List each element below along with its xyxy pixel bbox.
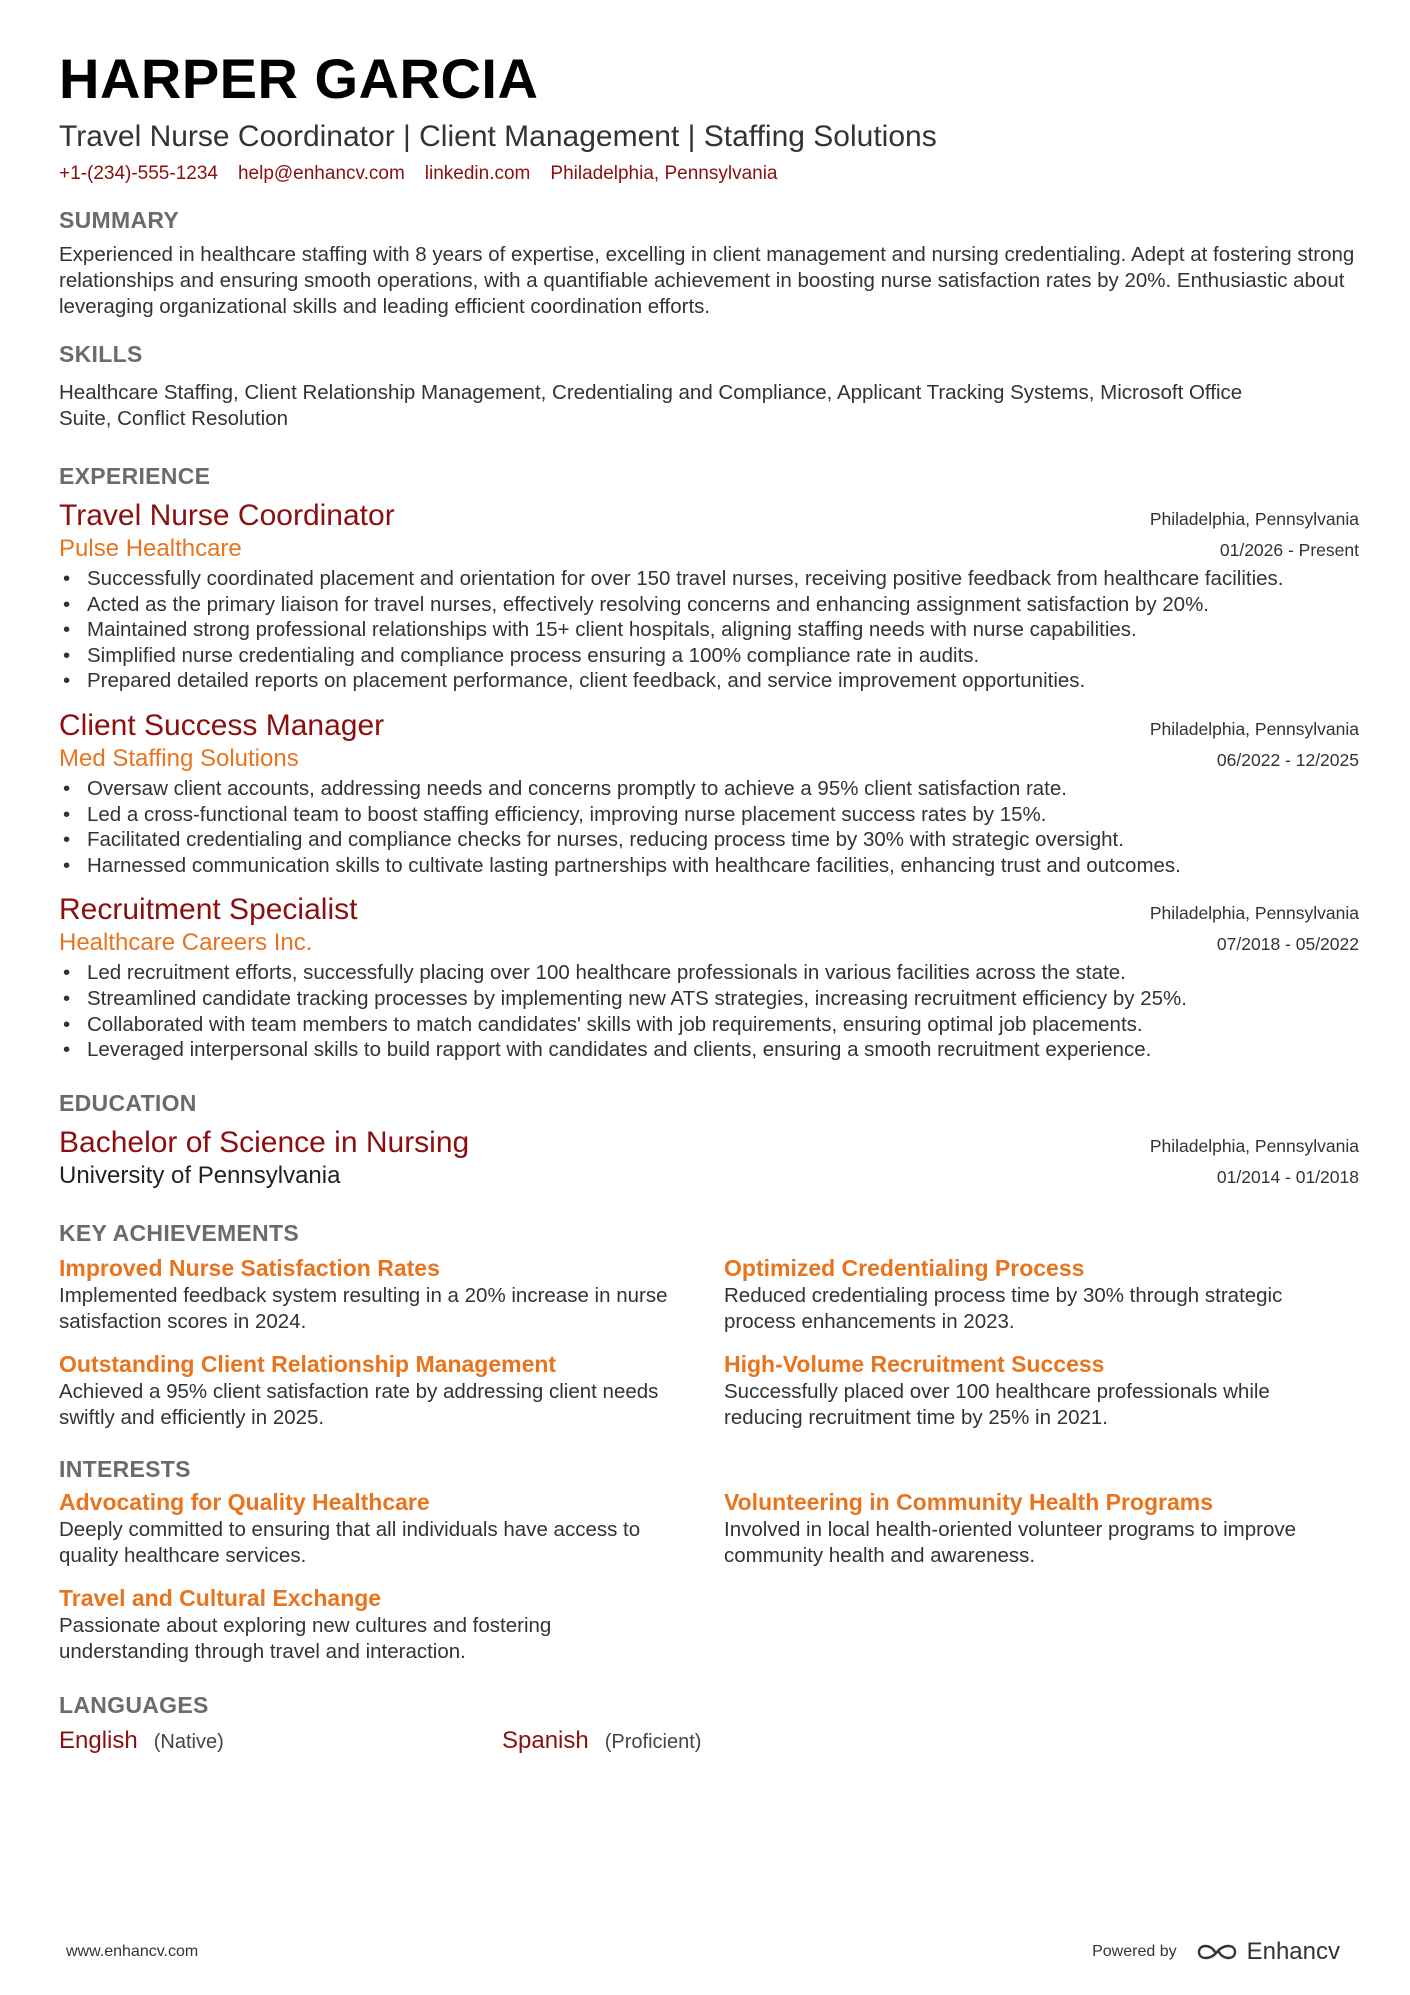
job-bullets: [59, 566, 1359, 694]
experience-entry: [59, 708, 1359, 878]
languages-section: [59, 1691, 1359, 1755]
achievement-desc: Reduced credentialing process time by 30% through strategic process enhancements in 2023.: [724, 1283, 1283, 1333]
brand-name: Enhancv: [1246, 1938, 1340, 1965]
contact-location: Philadelphia, Pennsylvania: [550, 163, 778, 184]
education-entry: [59, 1125, 1359, 1191]
job-location: Philadelphia, Pennsylvania: [1149, 509, 1359, 529]
language-level: (Proficient): [604, 1730, 702, 1753]
achievements-title: KEY ACHIEVEMENTS: [59, 1219, 299, 1246]
achievement-title: High-Volume Recruitment Success: [724, 1350, 1105, 1377]
interest-item: [724, 1487, 1359, 1569]
job-bullet: • Harnessed communication skills to cultivate lasting partnerships with healthcare facilities, enhancing trust and outcomes.: [59, 853, 1359, 879]
achievement-item: [724, 1349, 1359, 1431]
powered-by-label: Powered by: [1092, 1943, 1177, 1960]
summary-section: [59, 206, 1359, 320]
contact-email[interactable]: help@enhancv.com: [237, 163, 405, 184]
interest-desc: Deeply committed to ensuring that all individuals have access to quality healthcare services.: [59, 1517, 641, 1567]
language-name: Spanish: [502, 1726, 589, 1754]
achievement-desc: Achieved a 95% client satisfaction rate by addressing client needs swiftly and efficiently in 2025.: [59, 1379, 659, 1429]
resume-header: [59, 44, 1359, 186]
language-name: English: [59, 1726, 138, 1754]
experience-entry: [59, 498, 1359, 694]
page-footer: [66, 1938, 1340, 1966]
job-bullets: [59, 776, 1359, 878]
achievement-desc: Implemented feedback system resulting in a 20% increase in nurse satisfaction scores in 2024.: [59, 1283, 668, 1333]
job-bullet: • Collaborated with team members to match candidates' skills with job requirements, ensuring optimal job placements.: [59, 1012, 1359, 1038]
job-bullet: • Leveraged interpersonal skills to build rapport with candidates and clients, ensuring a smooth recruitment experience.: [59, 1037, 1359, 1063]
skills-text: Healthcare Staffing, Client Relationship Management, Credentialing and Compliance, Applicant Tracking Systems, Microsoft Office Suite, Conflict Resolution: [59, 381, 1243, 430]
education-dates: 01/2014 - 01/2018: [1216, 1166, 1359, 1187]
candidate-name: HARPER GARCIA: [59, 47, 539, 110]
job-bullet: • Led recruitment efforts, successfully placing over 100 healthcare professionals in various facilities across the state.: [59, 960, 1359, 986]
job-location: Philadelphia, Pennsylvania: [1149, 903, 1359, 924]
job-bullet: • Simplified nurse credentialing and compliance process ensuring a 100% compliance rate in audits.: [59, 643, 1359, 669]
job-company: Pulse Healthcare: [59, 535, 242, 562]
job-bullet: • Prepared detailed reports on placement performance, client feedback, and service improvement opportunities.: [59, 668, 1359, 694]
interests-title: INTERESTS: [59, 1455, 191, 1482]
contact-linkedin[interactable]: linkedin.com: [424, 163, 531, 184]
job-dates: 01/2026 - Present: [1219, 540, 1359, 560]
education-school: University of Pennsylvania: [59, 1161, 341, 1189]
job-company: Healthcare Careers Inc.: [59, 929, 313, 957]
powered-by: [1092, 1938, 1340, 1966]
job-title: Travel Nurse Coordinator: [59, 499, 395, 532]
experience-entry: [59, 892, 1359, 1062]
experience-list: [59, 498, 1359, 1063]
achievements-section: [59, 1219, 1359, 1431]
job-bullet: • Acted as the primary liaison for travel nurses, effectively resolving concerns and enhancing assignment satisfaction by 20%.: [59, 592, 1359, 618]
language-item: [59, 1727, 502, 1755]
achievement-item: [724, 1253, 1359, 1335]
experience-section: [59, 462, 1359, 1063]
language-level: (Native): [153, 1730, 224, 1753]
job-bullet: • Successfully coordinated placement and orientation for over 150 travel nurses, receiving positive feedback from healthcare facilities.: [59, 566, 1359, 592]
interest-item: [59, 1583, 724, 1665]
skills-title: SKILLS: [59, 341, 143, 367]
job-title: Recruitment Specialist: [59, 893, 358, 927]
achievement-title: Outstanding Client Relationship Management: [59, 1350, 557, 1377]
job-bullets: [59, 960, 1359, 1062]
language-item: [502, 1727, 945, 1755]
skills-section: [59, 340, 1359, 432]
achievement-title: Optimized Credentialing Process: [724, 1254, 1085, 1281]
interest-desc: Involved in local health-oriented volunteer programs to improve community health and awareness.: [724, 1517, 1297, 1567]
interest-desc: Passionate about exploring new cultures and fostering understanding through travel and interaction.: [59, 1613, 552, 1663]
interest-item: [59, 1487, 724, 1569]
interests-section: [59, 1455, 1359, 1665]
experience-title: EXPERIENCE: [59, 463, 211, 489]
achievement-desc: Successfully placed over 100 healthcare professionals while reducing recruitment time by 25% in 2021.: [724, 1379, 1270, 1429]
languages-list: [59, 1727, 1359, 1755]
job-bullet: • Oversaw client accounts, addressing needs and concerns promptly to achieve a 95% client satisfaction rate.: [59, 776, 1359, 802]
job-dates: 07/2018 - 05/2022: [1216, 934, 1359, 955]
job-bullet: • Facilitated credentialing and compliance checks for nurses, reducing process time by 30% with strategic oversight.: [59, 827, 1359, 853]
candidate-headline: Travel Nurse Coordinator | Client Management | Staffing Solutions: [59, 120, 937, 153]
interest-title: Volunteering in Community Health Programs: [724, 1488, 1214, 1515]
education-location: Philadelphia, Pennsylvania: [1149, 1135, 1359, 1156]
job-bullet: • Maintained strong professional relationships with 15+ client hospitals, aligning staffing needs with nurse capabilities.: [59, 617, 1359, 643]
brand-logo[interactable]: [1195, 1938, 1340, 1966]
job-bullet: • Streamlined candidate tracking processes by implementing new ATS strategies, increasing recruitment efficiency by 25%.: [59, 986, 1359, 1012]
achievement-item: [59, 1349, 724, 1431]
job-dates: 06/2022 - 12/2025: [1216, 749, 1359, 770]
interests-grid: [59, 1487, 1359, 1665]
summary-title: SUMMARY: [59, 207, 180, 233]
summary-text: Experienced in healthcare staffing with 8 years of expertise, excelling in client management and nursing credentialing. Adept at fostering strong relationships and ensuring smooth operations, with a quantifiable achievement in boosting nurse satisfaction rates by 20%. Enthusiastic about leveraging organizational skills and leading efficient coordination efforts.: [59, 243, 1355, 318]
interest-title: Advocating for Quality Healthcare: [59, 1488, 430, 1515]
contact-phone[interactable]: +1-(234)-555-1234: [59, 163, 218, 184]
contact-info: [59, 162, 1359, 186]
enhancv-logo-icon: [1195, 1941, 1239, 1963]
footer-url[interactable]: www.enhancv.com: [66, 1943, 199, 1960]
interest-title: Travel and Cultural Exchange: [59, 1584, 382, 1611]
resume-content: [59, 44, 1359, 1755]
education-degree: Bachelor of Science in Nursing: [59, 1125, 470, 1159]
job-title: Client Success Manager: [59, 708, 385, 742]
education-section: [59, 1089, 1359, 1191]
languages-title: LANGUAGES: [59, 1691, 209, 1718]
education-title: EDUCATION: [59, 1089, 197, 1116]
achievement-title: Improved Nurse Satisfaction Rates: [59, 1254, 440, 1281]
achievements-grid: [59, 1253, 1359, 1431]
job-bullet: • Led a cross-functional team to boost staffing efficiency, improving nurse placement success rates by 15%.: [59, 802, 1359, 828]
achievement-item: [59, 1253, 724, 1335]
job-company: Med Staffing Solutions: [59, 744, 299, 772]
job-location: Philadelphia, Pennsylvania: [1149, 718, 1359, 739]
